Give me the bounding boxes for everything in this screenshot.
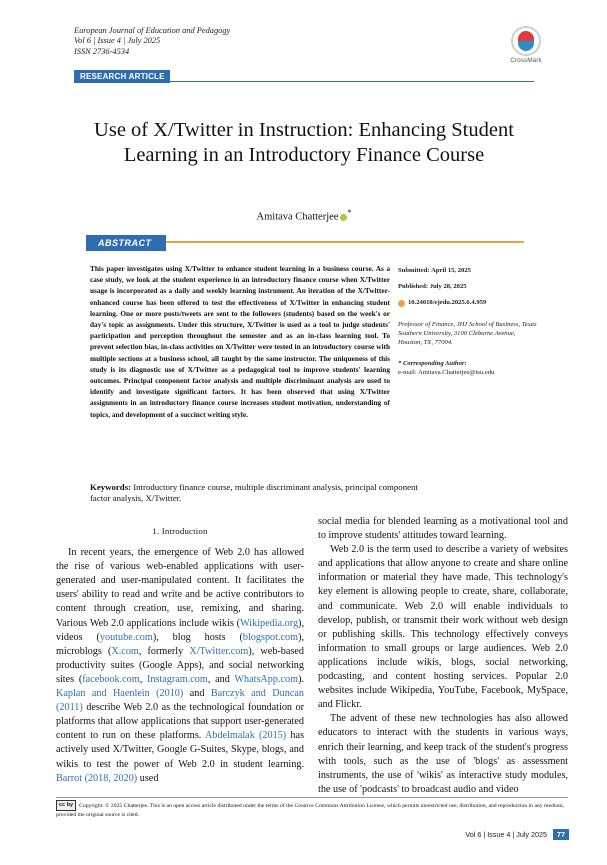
crossmark-label: CrossMark [510, 57, 542, 64]
text: ), web-based productivity suites (Google Apps), and social networking sites ( [56, 645, 304, 685]
text: ). [298, 673, 305, 685]
journal-issn: ISSN 2736-4534 [74, 46, 130, 56]
copyright-text: Copyright: © 2025 Chatterjee. This is an open access article distributed under the terms of the Creative Commons Attribution License, which permits unrestricted use, distribution, and reproduction in any medium, provided the original source is cited. [56, 802, 565, 819]
journal-name: European Journal of Education and Pedagogy [74, 26, 231, 35]
citation-barrot[interactable]: Barrot (2018, 2020) [56, 772, 138, 784]
page-number: 77 [553, 829, 569, 840]
paragraph: Web 2.0 is the term used to describe a variety of websites and applications that allow anyone to create and share online information or material they have made. This technology's key element is allowing people to create, share, collaborate, and communicate. Web 2.0 will enable individuals to develop, publish, or transmit their work without web design or publishing skills. This technology effectively conveys information to small groups or large audiences. Web 2.0 applications include wikis, blogs, social networking, podcasting, and content hosting services. Popular 2.0 websites include Wikipedia, YouTube, Facebook, MySpace, and Flickr. [318, 544, 568, 711]
text: , [139, 673, 147, 685]
header-divider [74, 81, 534, 82]
link-whatsapp[interactable]: WhatsApp.com [234, 673, 299, 685]
author-line [74, 208, 534, 223]
text: describe Web 2.0 as the technological foundation or platforms that allow applications that support user-generated content to run on these platforms. [56, 702, 304, 742]
article-info [398, 266, 538, 378]
link-youtube[interactable]: youtube.com [99, 631, 153, 643]
author-mark: * [347, 208, 352, 217]
submitted-date: April 15, 2025 [431, 267, 471, 274]
citation-barczyk[interactable]: Barczyk and Duncan (2011) [56, 688, 304, 714]
text: ), videos ( [56, 617, 304, 643]
text: , and [207, 673, 235, 685]
crossmark-logo[interactable] [505, 26, 547, 64]
paragraph: social media for blended learning as a motivational tool and to improve students' attitudes toward learning. [318, 516, 568, 542]
link-facebook[interactable]: facebook.com [82, 673, 140, 685]
citation-abdelmalak[interactable]: Abdelmalak (2015) [205, 730, 287, 742]
published-date: July 28, 2025 [429, 283, 467, 291]
link-wikipedia[interactable]: Wikipedia.org [240, 617, 299, 629]
link-twitter[interactable]: X/Twitter.com [189, 645, 249, 657]
doi-icon [398, 300, 405, 307]
article-type-badge: RESEARCH ARTICLE [74, 70, 170, 83]
text: , formerly [138, 645, 190, 657]
citation-kaplan[interactable]: Kaplan and Haenlein (2010) [56, 688, 184, 700]
paragraph [56, 546, 304, 786]
corresponding-label: * Corresponding Author: [398, 360, 467, 368]
abstract-text: This paper investigates using X/Twitter to enhance student learning in a business course. As a case study, we look at the student experience in an introductory finance course when X/Twitter usage is incorporated as a daily and weekly learning instrument. An iteration of the X/Twitter-enhanced course has been offered to test the effectiveness of X/Twitter in enhancing student learning. One or more posts/tweets are sent to the followers (students) based on the week's or day's topic as assignments. Under this structure, X/Twitter is used as a tool to judge students' participation and perception throughout the semester and as an in-class learning tool. To prevent selection bias, in-class activities on X/Twitter were tested in an introductory course with multiple sections at a business school, all taught by the same instructor. The uniqueness of this study is its diagnostic use of X/Twitter as a pedagogical tool to improve students' learning outcomes. Principal component factor analysis and multiple discriminant analysis are used to identify and investigate significant factors. It has been observed that using X/Twitter assignments in an introductory finance course increases student motivation, understanding of topics, and development of a succinct writing style. [90, 264, 390, 419]
keywords-text: Introductory finance course, multiple discriminant analysis, principal component factor analysis, X/Twitter. [90, 482, 418, 503]
copyright-notice [56, 800, 568, 820]
corresponding-email[interactable]: e-mail: Amitava.Chatterjee@tsu.edu [398, 369, 495, 377]
doi-link[interactable]: 10.24018/ejedu.2025.6.4.959 [408, 299, 487, 307]
link-blogspot[interactable]: blogspot.com [242, 631, 299, 643]
keywords [90, 482, 430, 504]
body-column-left [56, 524, 304, 786]
crossmark-icon [511, 26, 541, 56]
text: used [137, 772, 159, 784]
text: In recent years, the emergence of Web 2.0 has allowed the rise of various web-enabled applications with user-generated and user-manipulated content. It facilitates the users' ability to read and write and be active contributors to content through creation, use, remixing, and sharing. Various Web 2.0 applications include wikis ( [56, 547, 304, 629]
author-affiliation: Professor of Finance, JHJ School of Business, Texas Southern University, 3100 Cleburne Avenue, Houston, TX, 77004. [398, 320, 537, 347]
journal-volume: Vol 6 | Issue 4 | July 2025 [74, 36, 161, 46]
footer-divider [56, 797, 568, 798]
link-x[interactable]: X.com [111, 645, 139, 657]
page-footer [465, 829, 569, 840]
paragraph: The advent of these new technologies has also allowed educators to interact with the students in various ways, enrich their learning, and keep track of the student's progress with tools, such as the use of 'blogs' as assessment instruments, the use of 'wikis' as interactive study modules, the use of 'podcasts' to broadcast audio and video [318, 713, 568, 795]
text: and [183, 688, 211, 700]
text: ), blog hosts ( [152, 631, 243, 643]
published-label: Published: [398, 283, 429, 291]
link-instagram[interactable]: Instagram.com [146, 673, 208, 685]
text: ), microblogs ( [56, 631, 305, 657]
submitted-label: Submitted: [398, 267, 430, 274]
author-name[interactable]: Amitava Chatterjee [256, 211, 339, 223]
journal-header [74, 26, 230, 57]
text: has actively used X/Twitter, Google G-Suites, Skype, blogs, and wikis to test the power of Web 2.0 in student learning. [56, 730, 304, 770]
cc-license-icon[interactable]: cc by [56, 800, 76, 811]
abstract-label: ABSTRACT [86, 235, 166, 251]
footer-issue: Vol 6 | Issue 4 | July 2025 [465, 830, 547, 839]
body-column-right [318, 515, 568, 797]
article-title: Use of X/Twitter in Instruction: Enhancing Student Learning in an Introductory Finance Course [94, 119, 514, 166]
section-heading: 1. Introduction [152, 526, 208, 536]
keywords-label: Keywords: [90, 482, 132, 492]
